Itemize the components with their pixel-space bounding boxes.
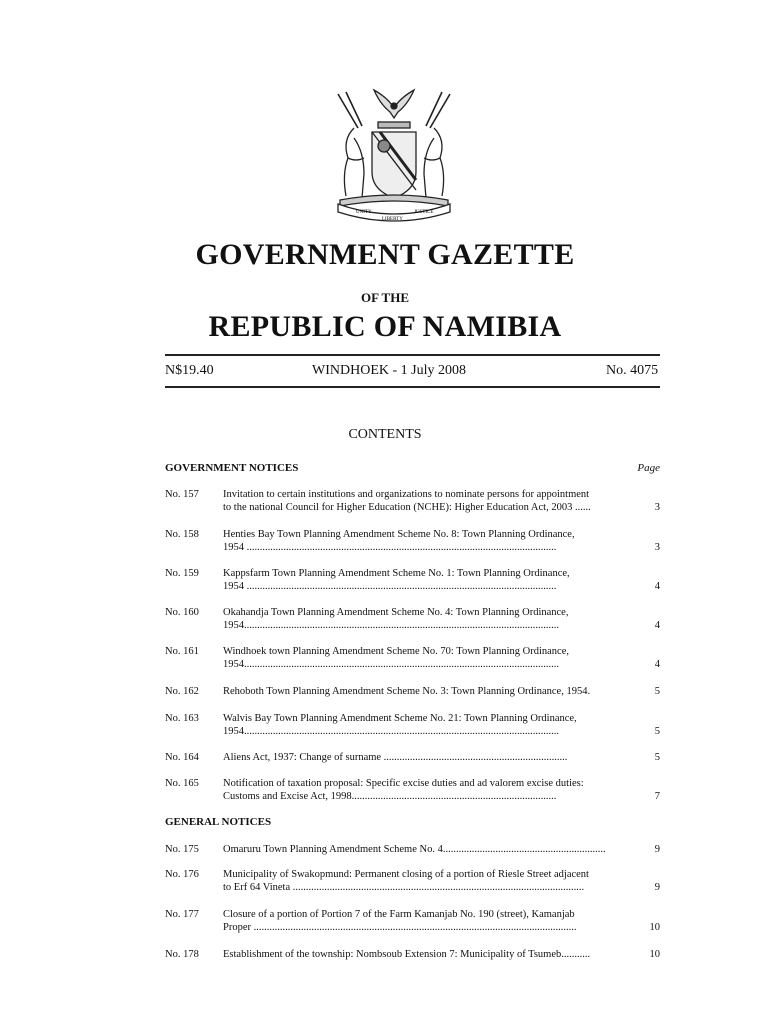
notice-title-cont: 1954 ......................................................................................................................: [223, 542, 557, 553]
notice-title: Aliens Act, 1937: Change of surname ......................................................................: [223, 752, 568, 763]
notice-page: 5: [654, 726, 660, 737]
notice-title: Henties Bay Town Planning Amendment Scheme No. 8: Town Planning Ordinance,: [223, 529, 575, 540]
notice-page: 4: [654, 659, 660, 670]
place-date: WINDHOEK - 1 July 2008: [312, 363, 466, 378]
notice-number: No. 158: [165, 529, 199, 540]
toc-entry[interactable]: [165, 488, 660, 514]
notice-title: Okahandja Town Planning Amendment Scheme No. 4: Town Planning Ordinance,: [223, 607, 569, 618]
notice-number: No. 161: [165, 646, 199, 657]
toc-entry[interactable]: [165, 528, 660, 554]
notice-title: Omaruru Town Planning Amendment Scheme No. 4..............................................................: [223, 844, 606, 855]
notice-title: Closure of a portion of Portion 7 of the Farm Kamanjab No. 190 (street), Kamanjab: [223, 909, 575, 920]
toc-entry[interactable]: [165, 948, 660, 961]
notice-title: Municipality of Swakopmund: Permanent closing of a portion of Riesle Street adjacent: [223, 869, 589, 880]
notice-number: No. 160: [165, 607, 199, 618]
toc-entry[interactable]: [165, 685, 660, 698]
motto-justice: JUSTICE: [414, 210, 434, 215]
notice-title: Rehoboth Town Planning Amendment Scheme No. 3: Town Planning Ordinance, 1954.: [223, 686, 591, 697]
notice-title-cont: 1954........................................................................................................................: [223, 620, 559, 631]
toc-entry[interactable]: [165, 843, 660, 856]
notice-title-cont: to the national Council for Higher Education (NCHE): Higher Education Act, 2003 ......: [223, 502, 591, 513]
notice-number: No. 177: [165, 909, 199, 920]
republic-title: REPUBLIC OF NAMIBIA: [208, 310, 562, 343]
notice-title-cont: Proper ...........................................................................................................................: [223, 922, 577, 933]
toc-entry[interactable]: [165, 868, 660, 894]
notice-number: No. 165: [165, 778, 199, 789]
notice-number: No. 157: [165, 489, 199, 500]
general-notices-heading: GENERAL NOTICES: [165, 816, 272, 828]
gazette-number: No. 4075: [606, 363, 659, 378]
notice-title-cont: to Erf 64 Vineta ...............................................................................................................: [223, 882, 585, 893]
toc-entry[interactable]: [165, 712, 660, 738]
page-column-label: Page: [637, 462, 660, 474]
motto-unity: UNITY: [356, 210, 372, 215]
notice-page: 9: [654, 844, 660, 855]
notice-title: Walvis Bay Town Planning Amendment Scheme No. 21: Town Planning Ordinance,: [223, 713, 577, 724]
contents-heading: CONTENTS: [348, 427, 422, 442]
notice-page: 7: [654, 791, 660, 802]
notice-title: Invitation to certain institutions and organizations to nominate persons for appointment: [223, 489, 590, 500]
price: N$19.40: [165, 363, 214, 378]
notice-number: No. 176: [165, 869, 199, 880]
notice-page: 3: [654, 502, 660, 513]
gazette-subtitle: OF THE: [360, 290, 410, 305]
notice-number: No. 163: [165, 713, 199, 724]
notice-page: 5: [654, 752, 660, 763]
coat-of-arms-icon: [318, 78, 470, 226]
notice-number: No. 162: [165, 686, 199, 697]
toc-entry[interactable]: [165, 567, 660, 593]
notice-page: 10: [649, 949, 660, 960]
notice-page: 5: [654, 686, 660, 697]
notice-page: 9: [654, 882, 660, 893]
notice-title: Kappsfarm Town Planning Amendment Scheme No. 1: Town Planning Ordinance,: [223, 568, 570, 579]
notice-number: No. 178: [165, 949, 199, 960]
notice-number: No. 159: [165, 568, 199, 579]
toc-entry[interactable]: [165, 908, 660, 934]
notice-page: 4: [654, 620, 660, 631]
notice-page: 3: [654, 542, 660, 553]
gazette-title: GOVERNMENT GAZETTE: [195, 238, 575, 271]
top-rule: [165, 354, 660, 356]
notice-title: Windhoek town Planning Amendment Scheme No. 70: Town Planning Ordinance,: [223, 646, 569, 657]
government-notices-heading: GOVERNMENT NOTICES: [165, 462, 299, 474]
notice-title-cont: 1954 ......................................................................................................................: [223, 581, 557, 592]
notice-number: No. 175: [165, 844, 199, 855]
toc-entry[interactable]: [165, 645, 660, 671]
toc-entry[interactable]: [165, 777, 660, 803]
toc-entry[interactable]: [165, 751, 660, 764]
notice-page: 10: [649, 922, 660, 933]
notice-title-cont: Customs and Excise Act, 1998..............................................................................: [223, 791, 557, 802]
bottom-rule: [165, 386, 660, 388]
motto-liberty: LIBERTY: [382, 217, 403, 222]
notice-title: Establishment of the township: Nombsoub Extension 7: Municipality of Tsumeb...........: [223, 949, 591, 960]
toc-entry[interactable]: [165, 606, 660, 632]
notice-title-cont: 1954........................................................................................................................: [223, 726, 559, 737]
notice-title-cont: 1954........................................................................................................................: [223, 659, 559, 670]
notice-title: Notification of taxation proposal: Specific excise duties and ad valorem excise duties:: [223, 778, 584, 789]
notice-number: No. 164: [165, 752, 199, 763]
notice-page: 4: [654, 581, 660, 592]
